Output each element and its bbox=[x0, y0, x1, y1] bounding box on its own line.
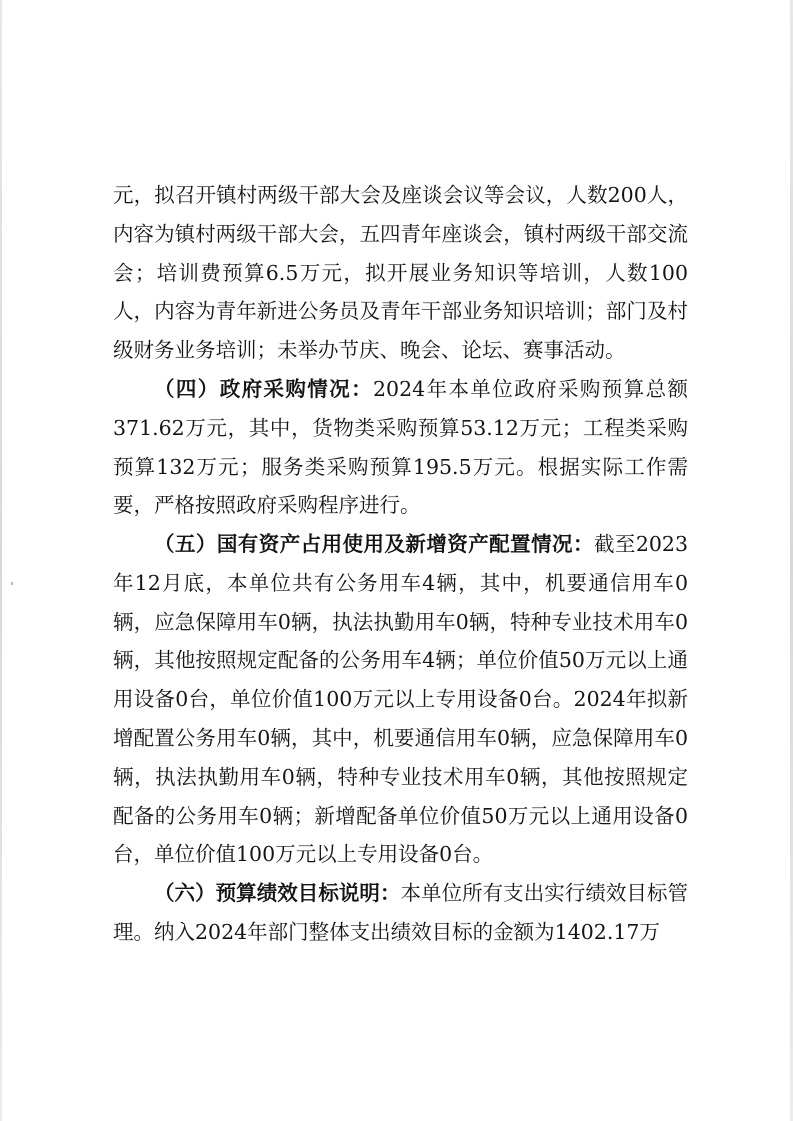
performance-section bbox=[113, 874, 688, 952]
performance-heading: （六）预算绩效目标说明： bbox=[154, 881, 401, 905]
assets-paragraph bbox=[113, 525, 688, 874]
continued-paragraph: 元，拟召开镇村两级干部大会及座谈会议等会议，人数200人，内容为镇村两级干部大会，五四青年座谈会，镇村两级干部交流会；培训费预算6.5万元，拟开展业务知识等培训，人数100人，内容为青年新进公务员及青年干部业务知识培训；部门及村级财务业务培训；未举办节庆、晚会、论坛、赛事活动。 bbox=[113, 183, 688, 363]
procurement-body: 2024年本单位政府采购预算总额371.62万元，其中，货物类采购预算53.12万元；工程类采购预算132万元；服务类采购预算195.5万元。根据实际工作需要，严格按照政府采购程序进行。 bbox=[113, 377, 689, 518]
assets-heading: （五）国有资产占用使用及新增资产配置情况： bbox=[154, 532, 594, 556]
performance-paragraph bbox=[113, 874, 688, 952]
continued-paragraph-block bbox=[113, 176, 688, 370]
performance-body: 本单位所有支出实行绩效目标管理。纳入2024年部门整体支出绩效目标的金额为1402.17万 bbox=[113, 881, 689, 944]
procurement-section bbox=[113, 370, 688, 525]
procurement-heading: （四）政府采购情况： bbox=[154, 377, 374, 401]
assets-body: 截至2023年12月底，本单位共有公务用车4辆，其中，机要通信用车0辆，应急保障用车0辆，执法执勤用车0辆，特种专业技术用车0辆，其他按照规定配备的公务用车4辆；单位价值50万元以上通用设备0台，单位价值100万元以上专用设备0台。2024年拟新增配置公务用车0辆，其中，机要通信用车0辆，应急保障用车0辆，执法执勤用车0辆，特种专业技术用车0辆，其他按照规定配备的公务用车0辆；新增配备单位价值50万元以上通用设备0台，单位价值100万元以上专用设备0台。 bbox=[113, 532, 689, 867]
scan-edge-left bbox=[0, 0, 2, 1121]
scan-speck bbox=[11, 582, 13, 585]
assets-section bbox=[113, 525, 688, 874]
procurement-paragraph bbox=[113, 370, 688, 525]
